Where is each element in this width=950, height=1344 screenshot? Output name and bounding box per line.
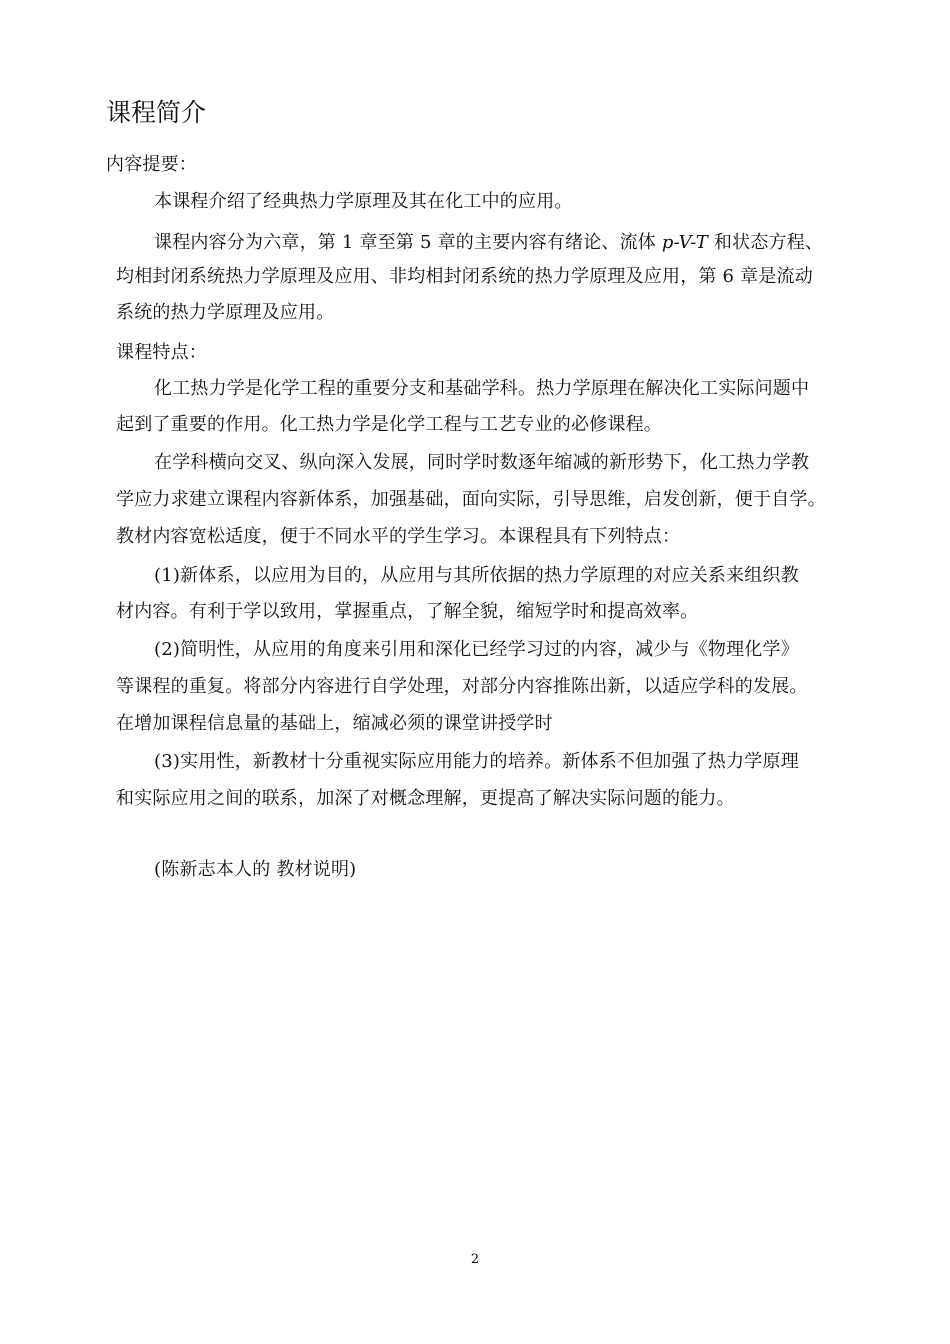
feature-item-3-line-2: 和实际应用之间的联系，加深了对概念理解，更提高了解决实际问题的能力。 — [116, 788, 735, 809]
content-paragraph-2-line-2: 均相封闭系统热力学原理及应用、非均相封闭系统的热力学原理及应用，第 6 章是流动 — [116, 266, 813, 287]
content-paragraph-2-line-1-post: 和状态方程、 — [708, 232, 824, 253]
content-paragraph-2-line-1 — [154, 230, 823, 256]
feature-item-2-line-1: (2)简明性，从应用的角度来引用和深化已经学习过的内容，减少与《物理化学》 — [154, 639, 799, 660]
feature-item-2-line-2: 等课程的重复。将部分内容进行自学处理，对部分内容推陈出新，以适应学科的发展。 — [116, 676, 808, 697]
pvt-math: p-V-T — [661, 232, 709, 253]
features-paragraph-1-line-1: 化工热力学是化学工程的重要分支和基础学科。热力学原理在解决化工实际问题中 — [154, 378, 810, 399]
content-paragraph-2-line-1-pre: 课程内容分为六章，第 1 章至第 5 章的主要内容有绪论、流体 — [154, 232, 662, 253]
features-paragraph-1-line-2: 起到了重要的作用。化工热力学是化学工程与工艺专业的必修课程。 — [116, 414, 662, 435]
page-title: 课程简介 — [106, 98, 207, 127]
features-paragraph-2-line-2: 学应力求建立课程内容新体系，加强基础，面向实际，引导思维，启发创新，便于自学。 — [116, 489, 826, 510]
content-paragraph-1: 本课程介绍了经典热力学原理及其在化工中的应用。 — [154, 191, 573, 212]
feature-item-1-line-2: 材内容。有利于学以致用，掌握重点，了解全貌，缩短学时和提高效率。 — [116, 601, 699, 622]
feature-item-1-line-1: (1)新体系，以应用为目的，从应用与其所依据的热力学原理的对应关系来组织教 — [154, 565, 799, 586]
author-note: (陈新志本人的 教材说明) — [154, 859, 357, 880]
course-features-label: 课程特点： — [116, 342, 207, 363]
content-paragraph-2-line-3: 系统的热力学原理及应用。 — [116, 302, 335, 323]
page-number: 2 — [470, 1252, 480, 1267]
feature-item-2-line-3: 在增加课程信息量的基础上，缩减必须的课堂讲授学时 — [116, 713, 553, 734]
content-summary-label: 内容提要： — [106, 154, 197, 175]
features-paragraph-2-line-3: 教材内容宽松适度，便于不同水平的学生学习。本课程具有下列特点： — [116, 526, 681, 547]
feature-item-3-line-1: (3)实用性，新教材十分重视实际应用能力的培养。新体系不但加强了热力学原理 — [154, 751, 799, 772]
features-paragraph-2-line-1: 在学科横向交叉、纵向深入发展，同时学时数逐年缩减的新形势下，化工热力学教 — [154, 452, 810, 473]
